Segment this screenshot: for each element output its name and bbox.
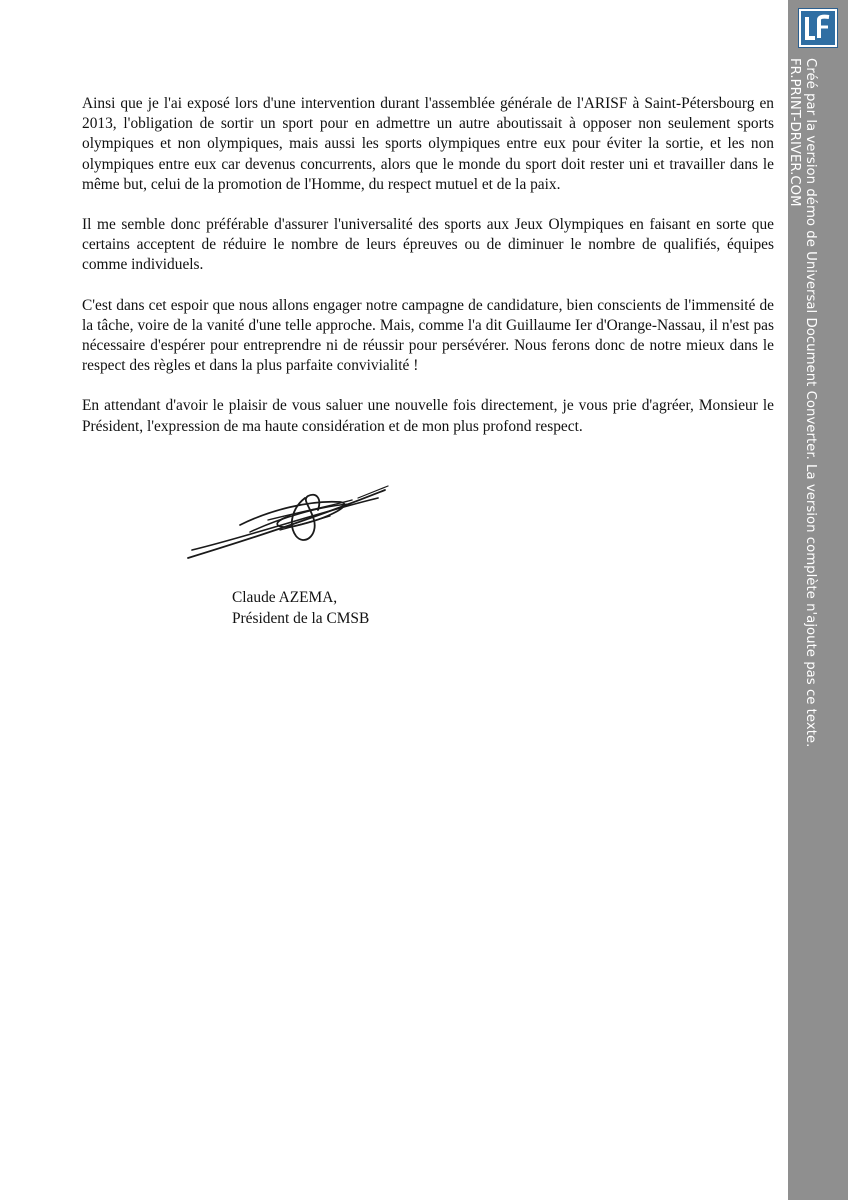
letter-body [82, 94, 774, 457]
letter-paragraph-4: En attendant d'avoir le plaisir de vous saluer une nouvelle fois directement, je vous prie d'agréer, Monsieur le Président, l'expression de ma haute considération et de mon plus profond respect. [82, 397, 774, 435]
letter-paragraph-3: C'est dans cet espoir que nous allons engager notre campagne de candidature, bien conscients de l'immensité de la tâche, voire de la vanité d'une telle approche. Mais, comme l'a dit Guillaume Ier d'Orange-Nassau, il n'est pas nécessaire d'espérer pour entreprendre ni de réussir pour persévérer. Nous ferons donc de notre mieux dans le respect des règles et dans la plus parfaite convivialité ! [82, 296, 774, 375]
demo-watermark-sidebar [788, 0, 848, 1200]
letter-paragraph-2: Il me semble donc préférable d'assurer l'universalité des sports aux Jeux Olympiques en faisant en sorte que certains acceptent de réduire le nombre de leurs épreuves ou de diminuer le nombre de qualifiés, équipes comme individuels. [82, 216, 774, 274]
signer-name: Claude AZEMA, [232, 589, 338, 606]
letter-paragraph-1: Ainsi que je l'ai exposé lors d'une intervention durant l'assemblée générale de l'ARISF à Saint-Pétersbourg en 2013, l'obligation de sortir un sport pour en admettre un autre aboutissait à opposer non seulement sports olympiques et non olympiques, mais aussi les sports olympiques entre eux pour éviter la sortie, et les non olympiques entre eux car devenus concurrents, alors que le monde du sport doit rester uni et travailler dans le même but, celui de la promotion de l'Homme, du respect mutuel et de la paix. [82, 95, 774, 193]
signer-title: Président de la CMSB [232, 609, 370, 627]
watermark-line-1: Créé par la version démo de Universal Document Converter. La version complète n'ajoute pas ce texte. [803, 58, 818, 748]
watermark-text [786, 58, 818, 747]
handwritten-signature [180, 470, 400, 570]
signature-block [232, 588, 369, 629]
udc-logo-icon [798, 8, 838, 48]
watermark-line-2: FR.PRINT-DRIVER.COM [787, 58, 802, 207]
